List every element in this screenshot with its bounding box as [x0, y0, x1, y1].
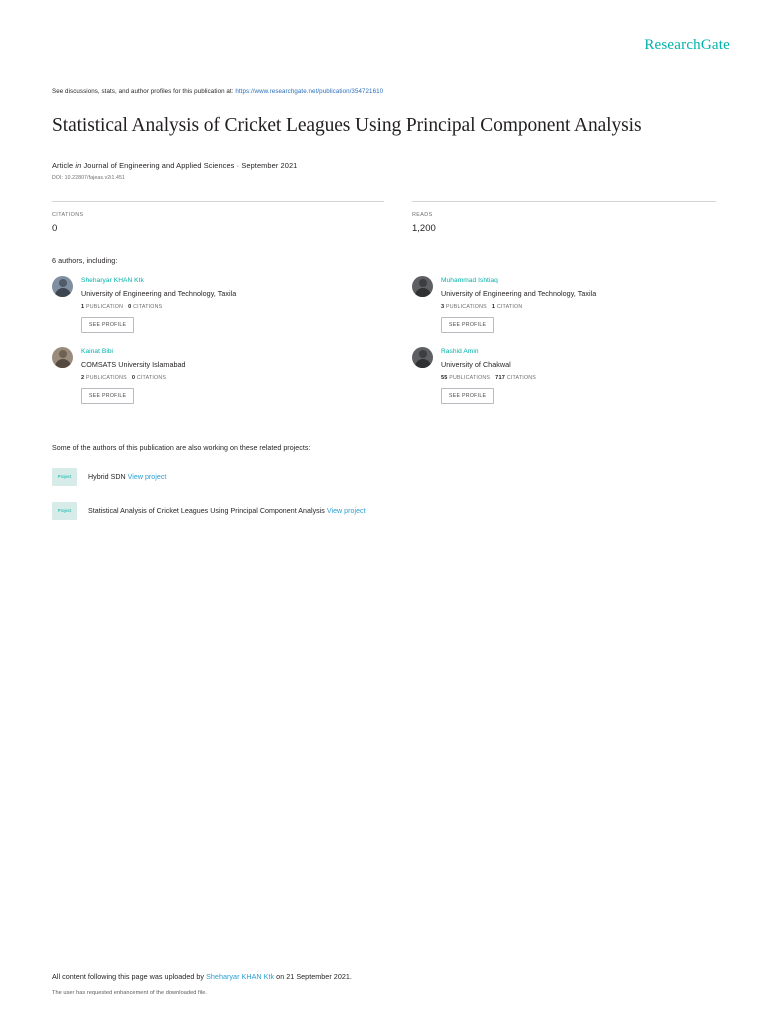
author-pub-count: 3: [441, 303, 445, 310]
project-title: Statistical Analysis of Cricket Leagues Using Principal Component Analysis: [88, 506, 327, 515]
article-doi: DOI: 10.22807/fajeas.v2i1.451: [52, 174, 125, 181]
researchgate-logo: ResearchGate: [644, 37, 730, 53]
view-project-link[interactable]: View project: [326, 506, 366, 515]
see-discussions-text: See discussions, stats, and author profiles for this publication at:: [52, 88, 236, 95]
author-card: [52, 347, 384, 404]
project-row: [52, 468, 716, 486]
footer-note: The user has requested enhancement of the downloaded file.: [52, 990, 207, 996]
reads-value: 1,200: [412, 222, 436, 234]
page-footer: [52, 972, 716, 996]
see-profile-button[interactable]: SEE PROFILE: [441, 317, 494, 333]
citations-block: [52, 201, 384, 234]
citations-label: CITATIONS: [52, 211, 84, 218]
author-card: [384, 347, 716, 404]
authors-grid: [52, 276, 716, 418]
reads-block: [384, 201, 716, 234]
footer-suffix: on 21 September 2021.: [274, 972, 352, 981]
author-affiliation: University of Engineering and Technology, Taxila: [441, 288, 597, 298]
project-row: [52, 502, 716, 520]
author-pub-label: PUBLICATION: [85, 303, 124, 310]
page-title: Statistical Analysis of Cricket Leagues Using Principal Component Analysis: [52, 115, 642, 137]
author-cit-label: CITATIONS: [136, 374, 167, 381]
see-discussions-line: [52, 88, 716, 95]
author-stats: [441, 375, 696, 381]
reads-label: READS: [412, 211, 433, 218]
see-profile-button[interactable]: SEE PROFILE: [441, 388, 494, 404]
author-affiliation: University of Chakwal: [441, 359, 511, 369]
avatar: [52, 347, 73, 368]
author-name[interactable]: Rashid Amin: [441, 347, 479, 355]
author-stats: [81, 375, 364, 381]
project-icon: Project: [52, 502, 77, 520]
citations-value: 0: [52, 222, 58, 234]
article-in-word: in: [75, 160, 82, 170]
author-pub-count: 2: [81, 374, 85, 381]
author-affiliation: University of Engineering and Technology, Taxila: [81, 288, 237, 298]
article-type: Article: [52, 160, 74, 170]
footer-upload-line: [52, 972, 716, 981]
avatar: [412, 276, 433, 297]
metrics-row: [52, 201, 716, 234]
footer-prefix: All content following this page was uploaded by: [52, 972, 207, 981]
author-pub-label: PUBLICATIONS: [85, 374, 127, 381]
author-affiliation: COMSATS University Islamabad: [81, 359, 186, 369]
author-name[interactable]: Muhammad Ishtiaq: [441, 276, 498, 284]
author-cit-count: 0: [131, 374, 136, 381]
author-card: [384, 276, 716, 333]
project-icon: Project: [52, 468, 77, 486]
project-title: Hybrid SDN: [88, 472, 128, 481]
author-cit-count: 1: [491, 303, 496, 310]
author-pub-count: 1: [81, 303, 85, 310]
project-text: [88, 507, 366, 515]
see-profile-button[interactable]: SEE PROFILE: [81, 388, 134, 404]
author-pub-label: PUBLICATIONS: [449, 374, 491, 381]
author-name[interactable]: Sheharyar KHAN Ktk: [81, 276, 144, 284]
author-cit-count: 717: [495, 374, 506, 381]
author-cit-label: CITATION: [496, 303, 523, 310]
see-profile-button[interactable]: SEE PROFILE: [81, 317, 134, 333]
article-journal: Journal of Engineering and Applied Sciences · September 2021: [83, 160, 298, 170]
publication-link[interactable]: https://www.researchgate.net/publication/354721610: [235, 88, 384, 95]
author-stats: [441, 304, 696, 310]
projects-heading: Some of the authors of this publication are also working on these related projects:: [52, 443, 311, 452]
author-stats: [81, 304, 364, 310]
author-pub-label: PUBLICATIONS: [445, 303, 487, 310]
author-cit-count: 0: [128, 303, 132, 310]
project-text: [88, 473, 166, 481]
avatar: [412, 347, 433, 368]
author-card: [52, 276, 384, 333]
author-cit-label: CITATIONS: [133, 303, 163, 310]
document-content: [52, 88, 716, 520]
author-pub-count: 55: [441, 374, 448, 381]
authors-heading: 6 authors, including:: [52, 255, 118, 265]
footer-uploader-link[interactable]: Sheharyar KHAN Ktk: [206, 972, 275, 981]
avatar: [52, 276, 73, 297]
author-cit-label: CITATIONS: [506, 374, 537, 381]
view-project-link[interactable]: View project: [127, 472, 167, 481]
author-name[interactable]: Kainat Bibi: [81, 347, 114, 355]
article-meta: [52, 161, 716, 170]
